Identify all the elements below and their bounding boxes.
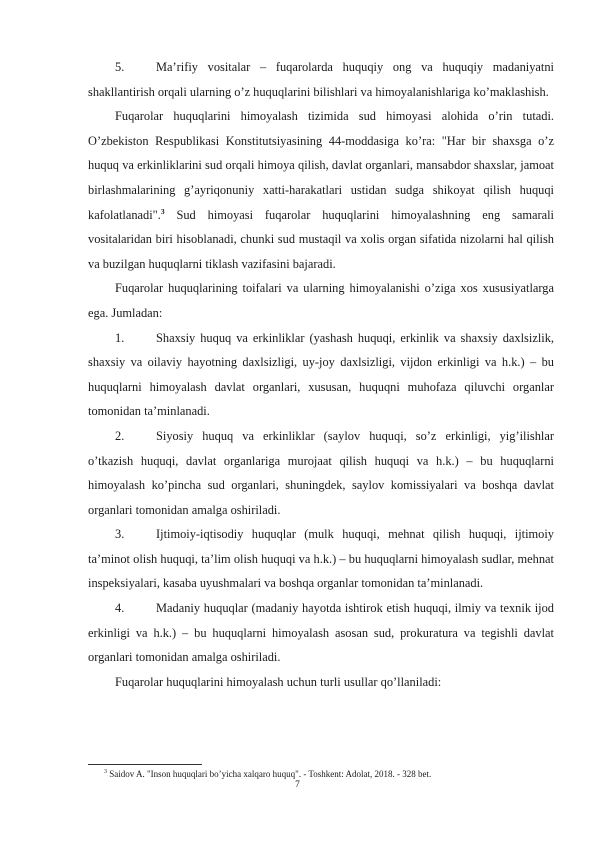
list-number: 4. — [115, 601, 125, 616]
list-number: 1. — [115, 330, 125, 345]
list-item-3 — [88, 522, 554, 596]
list-item-5 — [88, 55, 554, 104]
list-number: 3. — [115, 527, 125, 542]
paragraph-methods: Fuqarolar huquqlarini himoyalash uchun turli usullar qo’llaniladi: — [115, 674, 442, 689]
list-item-text: Siyosiy huquq va erkinliklar (saylov huquqi, so’z erkinligi, yig’ilishlar o’tkazish huquqi, davlat organlariga murojaat qilish huquqi va h.k.) – bu huquqlarni himoyalash ko’pincha sud organlari, shuningdek, saylov komissiyalari va boshqa davlat organlari tomonidan amalga oshiriladi. — [88, 428, 554, 517]
footnote-reference[interactable]: 3 — [160, 206, 165, 216]
list-item-4 — [88, 596, 554, 670]
paragraph-text-continued: Sud himoyasi fuqarolar huquqlarini himoyalashning eng samarali vositalaridan biri hisoblanadi, chunki sud mustaqil va xolis organ sifatida nizolarni hal qilish va buzilgan huquqlarni tiklash vazifasini bajaradi. — [88, 207, 554, 271]
list-item-text: Shaxsiy huquq va erkinliklar (yashash huquqi, erkinlik va shaxsiy daxlsizlik, shaxsiy va oilaviy hayotning daxlsizligi, uy-joy daxlsizligi, vijdon erkinligi va h.k.) – bu huquqlarni himoyalash davlat organlari, xususan, huquqni muhofaza qiluvchi organlar tomonidan ta’minlanadi. — [88, 330, 554, 419]
list-item-1 — [88, 326, 554, 424]
footnote-text: Saidov A. "Inson huquqlari bo’yicha xalqaro huquq". - Toshkent: Adolat, 2018. - 328 bet. — [107, 769, 432, 779]
list-number: 5. — [115, 60, 125, 74]
list-item-text: Madaniy huquqlar (madaniy hayotda ishtirok etish huquqi, ilmiy va texnik ijod erkinligi va h.k.) – bu huquqlarni himoyalash asosan sud, prokuratura va tegishli davlat organlari tomonidan amalga oshiriladi. — [88, 601, 554, 665]
paragraph-rights-categories: Fuqarolar huquqlarining toifalari va ularning himoyalanishi o’ziga xos xususiyatlarga ega. Jumladan: — [88, 281, 554, 320]
paragraph-text: Fuqarolar huquqlarini himoyalash tizimida sud himoyasi alohida o’rin tutadi. O’zbekiston Respublikasi Konstitutsiyasining 44-moddasiga ko’ra: "Har bir shaxsga o’z huquq va erkinliklarini sud orqali himoya qilish, davlat organlari, mansabdor shaxslar, jamoat birlashmalarining g’ayriqonuniy xatti-harakatlari ustidan sudga shikoyat qilish huquqi kafolatlanadi". — [88, 109, 554, 222]
list-number: 2. — [115, 428, 125, 443]
paragraph-court-protection — [88, 104, 554, 276]
page-number: 7 — [295, 780, 300, 790]
list-item-text: Ma’rifiy vositalar – fuqarolarda huquqiy ong va huquqiy madaniyatni shakllantirish orqali ularning o’z huquqlarini bilishlari va himoyalanishlariga ko’maklashish. — [88, 60, 554, 99]
list-item-text: Ijtimoiy-iqtisodiy huquqlar (mulk huquqi, mehnat qilish huquqi, ijtimoiy ta’minot olish huquqi, ta’lim olish huquqi va h.k.) – bu huquqlarni himoyalash sudlar, mehnat inspeksiyalari, kasaba uyushmalari va boshqa organlar tomonidan ta’minlanadi. — [88, 527, 554, 591]
footnote-separator — [88, 764, 202, 765]
list-item-2 — [88, 424, 554, 522]
footnote — [104, 768, 431, 780]
footnote-marker: 3 — [104, 769, 107, 775]
document-body — [88, 55, 554, 694]
